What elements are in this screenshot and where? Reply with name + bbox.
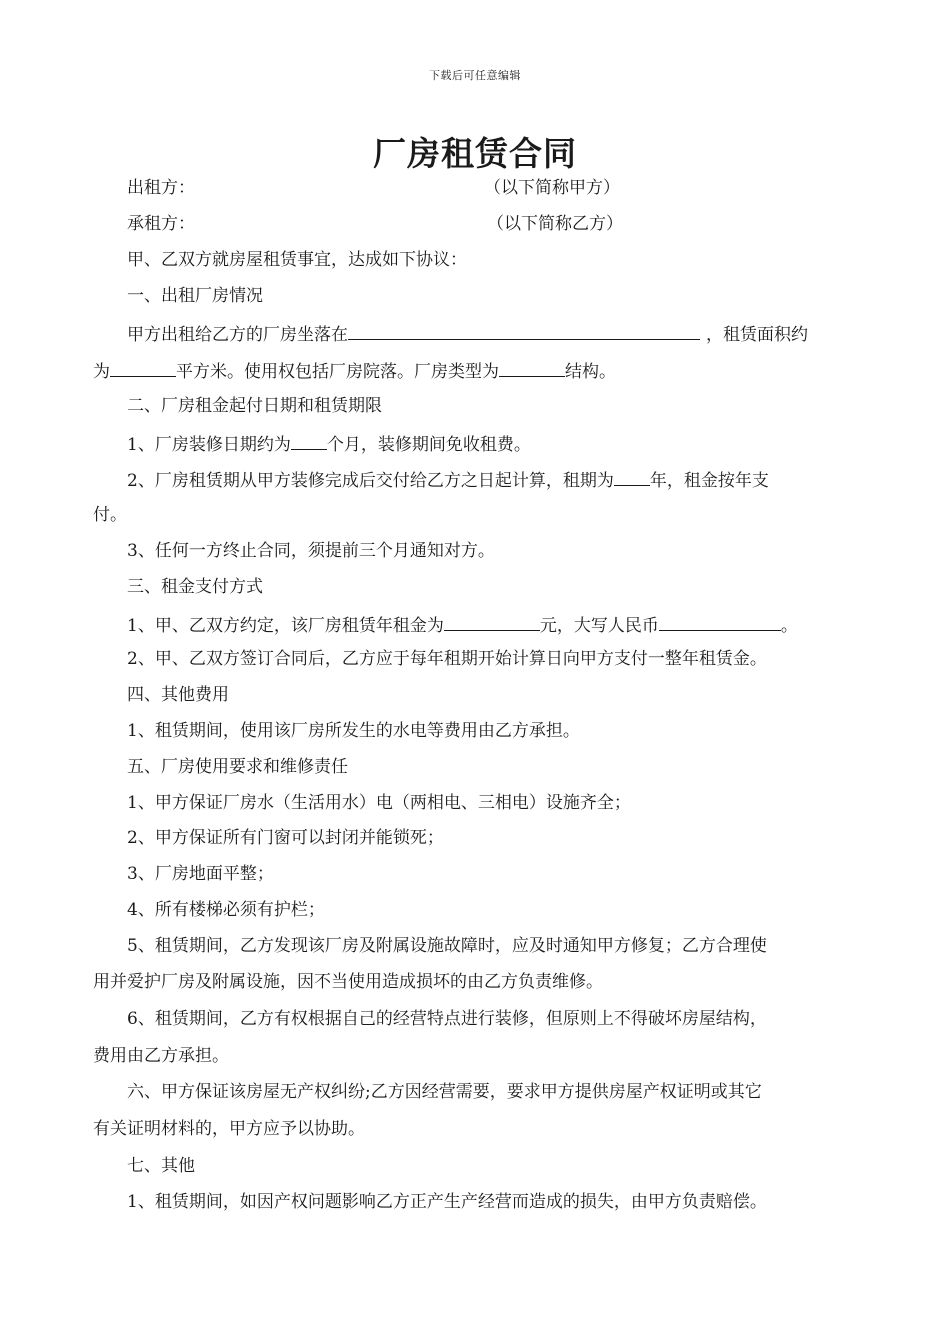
- location-blank: [348, 322, 700, 340]
- lessor-note: （以下简称甲方）: [484, 178, 620, 198]
- text: 元，大写人民币: [539, 616, 659, 636]
- document-title: 厂房租赁合同: [373, 134, 577, 173]
- text: 1、厂房装修日期约为: [127, 435, 291, 455]
- section-5-item-2: 2、甲方保证所有门窗可以封闭并能锁死；: [127, 828, 444, 848]
- structure-blank: [499, 359, 565, 377]
- text: 年，租金按年支: [649, 471, 769, 491]
- section-5-item-5-line-1: 5、租赁期间，乙方发现该厂房及附属设施故障时，应及时通知甲方修复；乙方合理使: [127, 936, 767, 956]
- section-5-item-6-line-2: 费用由乙方承担。: [93, 1046, 229, 1066]
- section-2-item-2-line-2: 付。: [93, 505, 127, 525]
- section-1-heading: 一、出租厂房情况: [127, 286, 263, 306]
- section-7-item-1: 1、租赁期间，如因产权问题影响乙方正产生产经营而造成的损失，由甲方负责赔偿。: [127, 1192, 767, 1212]
- section-6-line-1: 六、甲方保证该房屋无产权纠纷;乙方因经营需要，要求甲方提供房屋产权证明或其它: [127, 1082, 762, 1102]
- text: 甲方出租给乙方的厂房坐落在: [127, 325, 348, 345]
- section-3-item-1: [127, 613, 798, 636]
- text: 1、甲、乙双方约定，该厂房租赁年租金为: [127, 616, 444, 636]
- section-1-paragraph-line-1: [127, 322, 808, 345]
- header-note: 下载后可任意编辑: [429, 69, 521, 82]
- section-3-item-2: 2、甲、乙双方签订合同后，乙方应于每年租期开始计算日向甲方支付一整年租赁金。: [127, 649, 767, 669]
- intro-paragraph: 甲、乙双方就房屋租赁事宜，达成如下协议：: [127, 250, 467, 270]
- annual-rent-blank: [444, 613, 540, 631]
- text: 个月，装修期间免收租费。: [326, 435, 531, 455]
- lessee-note: （以下简称乙方）: [487, 214, 623, 234]
- section-6-line-2: 有关证明材料的，甲方应予以协助。: [93, 1119, 365, 1139]
- rent-in-words-blank: [659, 613, 781, 631]
- section-5-item-6-line-1: 6、租赁期间，乙方有权根据自己的经营特点进行装修，但原则上不得破坏房屋结构，: [127, 1009, 767, 1029]
- section-7-heading: 七、其他: [127, 1156, 195, 1176]
- section-5-item-3: 3、厂房地面平整；: [127, 864, 274, 884]
- section-2-item-1: [127, 432, 531, 455]
- area-blank: [110, 359, 176, 377]
- section-4-item-1: 1、租赁期间，使用该厂房所发生的水电等费用由乙方承担。: [127, 721, 580, 741]
- lessor-label: 出租方：: [127, 178, 195, 198]
- text: ，租赁面积约: [706, 325, 808, 345]
- text: 为: [93, 362, 110, 382]
- text: 。: [780, 616, 798, 636]
- years-blank: [614, 468, 650, 486]
- section-2-item-2-line-1: [127, 468, 769, 491]
- section-5-heading: 五、厂房使用要求和维修责任: [127, 757, 348, 777]
- section-4-heading: 四、其他费用: [127, 685, 229, 705]
- section-5-item-4: 4、所有楼梯必须有护栏；: [127, 900, 325, 920]
- lessee-label: 承租方：: [127, 214, 195, 234]
- section-5-item-1: 1、甲方保证厂房水（生活用水）电（两相电、三相电）设施齐全；: [127, 793, 631, 813]
- text: 结构。: [565, 362, 616, 382]
- section-1-paragraph-line-2: [93, 359, 616, 382]
- section-2-heading: 二、厂房租金起付日期和租赁期限: [127, 396, 382, 416]
- text: 2、厂房租赁期从甲方装修完成后交付给乙方之日起计算，租期为: [127, 471, 614, 491]
- section-2-item-3: 3、任何一方终止合同，须提前三个月通知对方。: [127, 541, 495, 561]
- months-blank: [291, 432, 327, 450]
- text: 平方米。使用权包括厂房院落。厂房类型为: [176, 362, 499, 382]
- section-5-item-5-line-2: 用并爱护厂房及附属设施，因不当使用造成损坏的由乙方负责维修。: [93, 972, 603, 992]
- section-3-heading: 三、租金支付方式: [127, 577, 263, 597]
